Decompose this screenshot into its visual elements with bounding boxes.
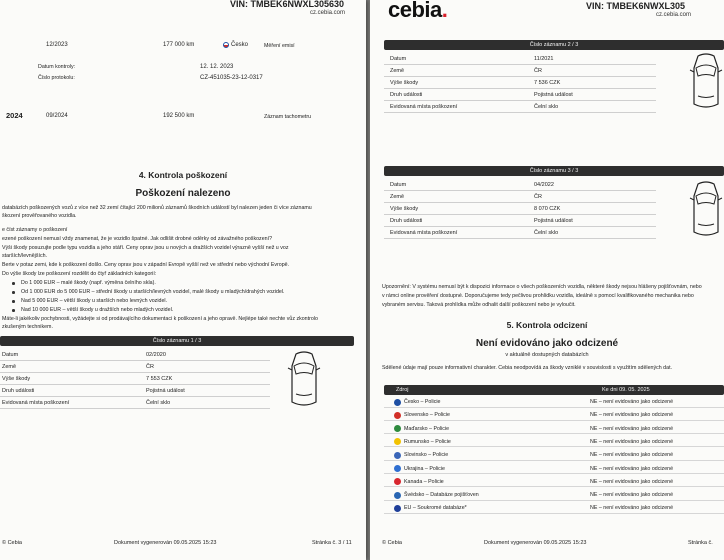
vin-number: VIN: TMBEK6NWXL305630 bbox=[230, 0, 345, 9]
footer-generated: Dokument vygenerován 09.05.2025 15:23 bbox=[484, 540, 587, 546]
inspection-protocol-value: CZ-451035-23-12-0317 bbox=[200, 75, 263, 81]
theft-table-row bbox=[384, 450, 724, 461]
paragraph-line: ezené poškození nemusí vždy znamenat, že je vozidlo špatné. Jak odlišit drobné oděrky od závažného poškození? bbox=[2, 236, 273, 242]
theft-table-row bbox=[384, 437, 724, 448]
bullet-icon bbox=[12, 282, 15, 285]
country-flag-icon bbox=[394, 492, 401, 499]
theft-table-row bbox=[384, 424, 724, 435]
mileage-km: 192 500 km bbox=[163, 113, 195, 119]
car-damage-diagram-icon bbox=[686, 180, 724, 240]
theft-table-row bbox=[384, 477, 724, 488]
country-flag-icon bbox=[394, 438, 401, 445]
theft-source-name: Maďarsko – Policie bbox=[404, 425, 450, 432]
notice-line: v rámci online prověření dostupné. Doporučujeme tedy pečlivou prohlídku vozidla, ideálně s pomocí kvalifikovaného mechanika nebo bbox=[382, 293, 694, 299]
damage-record-row: Evidovaná místa poškození Čelní sklo bbox=[0, 398, 270, 409]
damage-record-row: Datum 04/2022 bbox=[384, 180, 656, 191]
theft-source-status: NE – není evidováno jako odcizené bbox=[590, 399, 674, 405]
damage-record-row: Datum 11/2021 bbox=[384, 54, 656, 65]
theft-source-name: Švédsko – Databáze pojišťoven bbox=[404, 492, 479, 499]
damage-result-title: Poškození nalezeno bbox=[135, 188, 231, 199]
vin-number: VIN: TMBEK6NWXL305 bbox=[586, 1, 686, 11]
theft-source-status: NE – není evidováno jako odcizené bbox=[590, 425, 674, 432]
theft-source-name: Slovensko – Policie bbox=[404, 412, 450, 419]
intro-line: škození prověřovaného vozidla. bbox=[2, 213, 77, 219]
damage-record-row: Výše škody 7 553 CZK bbox=[0, 374, 270, 385]
report-page-right bbox=[370, 0, 724, 560]
theft-table-row bbox=[384, 503, 724, 514]
notice-line: Upozornění: V systému nemusí být k dispozici informace o všech poškozeních vozidla, některé škody nejsou hlášeny pojišťovnám, nebo bbox=[382, 284, 702, 290]
country-flag-icon bbox=[394, 505, 401, 512]
country-flag-icon bbox=[394, 412, 401, 419]
bullet-icon bbox=[12, 300, 15, 303]
theft-source-name: EU – Soukromé databáze* bbox=[404, 505, 467, 512]
damage-record-row: Výše škody 8 070 CZK bbox=[384, 204, 656, 215]
damage-record-row: Evidovaná místa poškození Čelní sklo bbox=[384, 102, 656, 113]
footer-page-number: Stránka č. bbox=[688, 540, 713, 546]
country-flag-icon bbox=[394, 452, 401, 459]
theft-source-name: Česko – Policie bbox=[404, 399, 441, 405]
website-link[interactable]: cz.cebia.com bbox=[310, 10, 346, 16]
paragraph-line: starších/levnějších. bbox=[2, 253, 48, 259]
theft-source-name: Ukrajina – Policie bbox=[404, 465, 445, 472]
country-flag-icon bbox=[394, 478, 401, 485]
mileage-source: Záznam tachometru bbox=[264, 114, 312, 120]
theft-table-row bbox=[384, 464, 724, 475]
theft-source-status: NE – není evidováno jako odcizené bbox=[590, 478, 674, 485]
theft-table-row bbox=[384, 490, 724, 501]
theft-table-header bbox=[384, 385, 724, 395]
mileage-date: 09/2024 bbox=[46, 113, 68, 119]
website-link[interactable]: cz.cebia.com bbox=[656, 12, 692, 18]
car-damage-diagram-icon bbox=[284, 350, 324, 410]
damage-record-row: Datum 02/2020 bbox=[0, 350, 270, 361]
paragraph-line: Berte v potaz zemi, kde k poškození došlo. Ceny oprav jsou v západní Evropě vyšší než ve střední nebo východní Evropě. bbox=[2, 262, 290, 268]
footer-brand: © Cebia bbox=[382, 540, 402, 546]
theft-source-name: Rumunsko – Policie bbox=[404, 438, 451, 445]
damage-record-row: Země ČR bbox=[384, 66, 656, 77]
mileage-source: Měření emisí bbox=[264, 43, 295, 49]
paragraph-line: Do výše škody lze poškození rozdělit do čtyř základních kategorií: bbox=[2, 271, 157, 277]
damage-record-row: Druh události Pojistná událost bbox=[0, 386, 270, 397]
theft-result-subtitle: v aktuálně dostupných databázích bbox=[505, 352, 589, 358]
country-flag-icon bbox=[394, 425, 401, 432]
paragraph-line: Výši škody posuzujte podle typu vozidla a jeho stáří. Ceny oprav jsou u nových a dražších vozidel výrazně vyšší než u voz bbox=[2, 245, 289, 251]
mileage-km: 177 000 km bbox=[163, 42, 195, 48]
bullet-icon bbox=[12, 291, 15, 294]
inspection-protocol-label: Číslo protokolu: bbox=[38, 75, 75, 81]
theft-source-name: Slovinsko – Policie bbox=[404, 452, 449, 459]
intro-line: databázích poškozených vozů z více než 32 zemí čítající 200 milionů záznamů škodních událostí byl nalezen jeden či více záznamu bbox=[2, 205, 312, 211]
damage-record-row: Země ČR bbox=[384, 192, 656, 203]
theft-disclaimer: Sdělené údaje mají pouze informativní charakter. Cebia neodpovídá za škody vzniklé v souvislosti s využitím sdělených dat. bbox=[382, 365, 673, 371]
footer-page-number: Stránka č. 3 / 11 bbox=[312, 540, 352, 546]
mileage-country: Česko bbox=[231, 42, 249, 48]
damage-record-header: Číslo záznamu 3 / 3 bbox=[384, 166, 724, 176]
theft-header-date: Ke dni 09. 05. 2025 bbox=[602, 387, 650, 393]
theft-source-name: Kanada – Policie bbox=[404, 478, 444, 485]
theft-table-row bbox=[384, 397, 724, 408]
theft-source-status: NE – není evidováno jako odcizené bbox=[590, 492, 674, 499]
inspection-date-label: Datum kontroly: bbox=[38, 64, 76, 70]
mileage-date: 12/2023 bbox=[46, 42, 68, 48]
damage-record-header: Číslo záznamu 1 / 3 bbox=[0, 336, 354, 346]
theft-source-status: NE – není evidováno jako odcizené bbox=[590, 412, 674, 419]
footer-generated: Dokument vygenerován 09.05.2025 15:23 bbox=[114, 540, 217, 546]
theft-header-source: Zdroj bbox=[396, 387, 409, 393]
inspection-date-value: 12. 12. 2023 bbox=[200, 64, 234, 70]
bullet-icon bbox=[12, 309, 15, 312]
country-flag-icon bbox=[394, 465, 401, 472]
car-damage-diagram-icon bbox=[686, 52, 724, 112]
mileage-year: 2024 bbox=[6, 111, 23, 120]
theft-result-title: Není evidováno jako odcizené bbox=[475, 338, 619, 349]
notice-line: vybraném servisu. Taková prohlídka může odhalit další poškození nebo je vyloučit. bbox=[382, 302, 576, 308]
theft-source-status: NE – není evidováno jako odcizené bbox=[590, 505, 674, 512]
section-title-theft: 5. Kontrola odcizení bbox=[506, 320, 588, 330]
category-item: Nad 5 000 EUR – větší škody u starších nebo levných vozidel. bbox=[21, 298, 168, 304]
damage-record-row: Druh události Pojistná událost bbox=[384, 216, 656, 227]
czech-flag-icon bbox=[223, 42, 229, 48]
section-title-damage: 4. Kontrola poškození bbox=[138, 170, 228, 180]
footer-brand: © Cebia bbox=[2, 540, 22, 546]
damage-record-row: Země ČR bbox=[0, 362, 270, 373]
category-item: Do 1 000 EUR – malé škody (např. výměna čelního skla). bbox=[21, 280, 156, 286]
category-item: Od 1 000 EUR do 5 000 EUR – střední škody u starších/levných vozidel, malé škody u mladých/drahých vozidel. bbox=[21, 289, 285, 295]
theft-source-status: NE – není evidováno jako odcizené bbox=[590, 438, 674, 445]
category-item: Nad 10 000 EUR – větší škody u dražších nebo mladých vozidel. bbox=[21, 307, 174, 313]
advice-line: Máte-li jakékoliv pochybnosti, vyžádejte si od prodávajícího dokumentaci k poškození a jeho opravě. Nejlépe také nechte vůz zkontrolo bbox=[2, 316, 318, 322]
theft-source-status: NE – není evidováno jako odcizené bbox=[590, 452, 674, 459]
theft-table-row bbox=[384, 410, 724, 421]
damage-record-header: Číslo záznamu 2 / 3 bbox=[384, 40, 724, 50]
paragraph-line: e číst záznamy o poškození bbox=[2, 227, 68, 233]
country-flag-icon bbox=[394, 399, 401, 406]
advice-line: zkušeným technikem. bbox=[2, 324, 53, 330]
damage-record-row: Druh události Pojistná událost bbox=[384, 90, 656, 101]
theft-source-status: NE – není evidováno jako odcizené bbox=[590, 465, 674, 472]
damage-record-row: Výše škody 7 536 CZK bbox=[384, 78, 656, 89]
damage-record-row: Evidovaná místa poškození Čelní sklo bbox=[384, 228, 656, 239]
cebia-logo: cebia. bbox=[388, 0, 448, 22]
